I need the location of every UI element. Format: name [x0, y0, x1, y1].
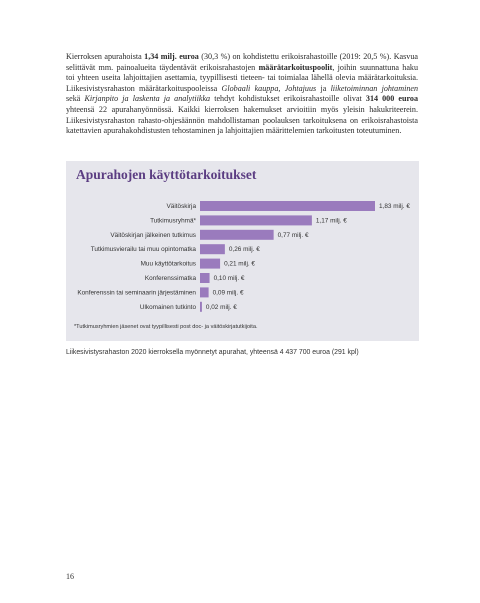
bar [200, 215, 312, 225]
body-italic-4: Kirjanpito ja laskenta ja analytiikka [84, 94, 211, 104]
body-text-6: sekä [66, 94, 85, 104]
body-bold-pools: määrätarkoituspoolit [258, 62, 333, 72]
category-label: Tutkimusvierailu tai muu opintomatka [90, 246, 196, 254]
category-label: Väitöskirja [166, 203, 196, 210]
value-label: 0,26 milj. € [228, 246, 260, 254]
bar [200, 287, 209, 297]
body-text-3: , joihin suunnattuna haku toi yhteen useita lahjoittajien asettamia, tyypillisesti tieteen- tai toimialaa lähellä olevia määrätarkoituksia. Liikesivistysrahaston määrätarkoituspooleissa [66, 62, 419, 93]
bar [200, 244, 225, 254]
body-bold-amount: 1,34 milj. euroa [144, 52, 199, 61]
body-italic-2: Johtajuus [284, 83, 317, 93]
page-number: 16 [66, 572, 74, 581]
value-label: 0,21 milj. € [224, 260, 255, 268]
body-bold-pool-amount: 314 000 euroa [365, 94, 418, 104]
body-italic-1: Globaali kauppa [221, 83, 279, 93]
body-text-5: ja [316, 83, 331, 93]
chart-title: Apurahojen käyttötarkoitukset [76, 167, 257, 182]
category-label: Väitöskirjan jälkeinen tutkimus [110, 231, 196, 239]
bar [200, 201, 375, 211]
body-text-2: (30,3 %) on kohdistettu erikoisrahastoille (2019: 20,5 %). Kasvua selittävät mm. painoalueita täydentävät erikoisrahastojen [66, 52, 418, 72]
chart-panel [66, 161, 419, 341]
category-label: Konferenssin tai seminaarin järjestäminen [77, 289, 196, 297]
bar-chart [66, 161, 419, 341]
bar [200, 230, 274, 240]
chart-caption: Liikesivistysrahaston 2020 kierroksella myönnetyt apurahat, yhteensä 4 437 700 euroa (291 kpl) [66, 349, 359, 356]
body-text-4: , [278, 83, 285, 93]
body-paragraph [66, 52, 418, 137]
category-label: Konferenssimatka [144, 275, 196, 282]
value-label: 0,09 milj. € [212, 289, 244, 297]
bar [200, 302, 202, 312]
body-text-1: Kierroksen apurahoista [66, 52, 145, 61]
category-label: Tutkimusryhmä* [150, 217, 196, 225]
value-label: 0,10 milj. € [213, 275, 245, 282]
value-label: 1,83 milj. € [379, 203, 410, 210]
body-text-8: yhteensä 22 apurahanyönnössä. Kaikki kierroksen hakemukset arvioitiin myös yleisin hakukriteerein. Liikesivistysrahaston rahasto-ohjesäännön mahdollistaman poolauksen tarkoituksena on erikoisrahastoista katettavien apurahakohdistusten tehostaminen ja lahjoittajien määrittelemien tarkoitusten toteutuminen. [66, 104, 418, 136]
body-text-7: tehdyt kohdistukset erikoisrahastoille olivat [210, 94, 366, 104]
value-label: 1,17 milj. € [315, 217, 347, 225]
value-label: 0,77 milj. € [277, 231, 309, 239]
category-label: Ulkomainen tutkinto [139, 303, 196, 311]
bar [200, 273, 210, 283]
body-italic-3: liiketoiminnan johtaminen [330, 83, 418, 93]
bar [200, 259, 220, 269]
chart-footnote: *Tutkimusryhmien jäsenet ovat tyypillisesti post doc- ja väitöskirjatutkijoita. [74, 324, 258, 330]
category-label: Muu käyttötarkoitus [140, 260, 196, 268]
value-label: 0,02 milj. € [205, 303, 237, 311]
